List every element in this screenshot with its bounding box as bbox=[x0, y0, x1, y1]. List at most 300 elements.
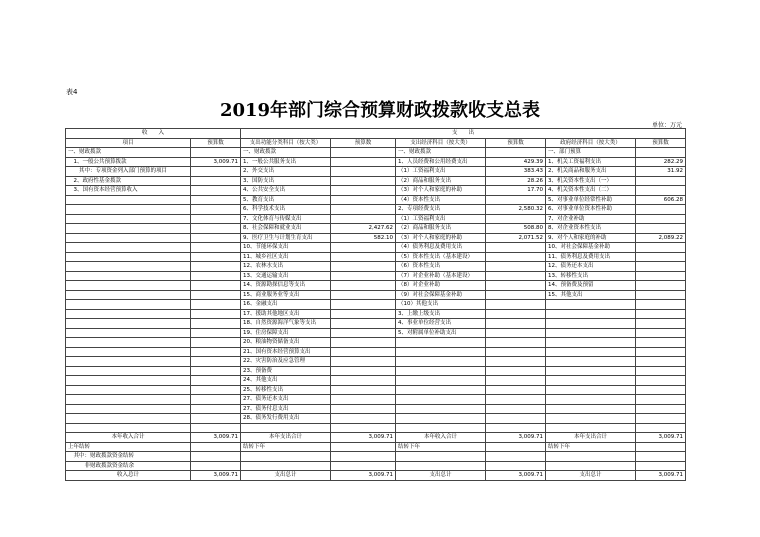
amount-cell bbox=[486, 414, 546, 424]
label-cell: 收入总计 bbox=[66, 471, 191, 481]
amount-cell bbox=[331, 414, 396, 424]
amount-cell bbox=[486, 328, 546, 338]
table-row bbox=[66, 338, 686, 348]
table-number: 表4 bbox=[66, 88, 78, 96]
amount-cell bbox=[331, 442, 396, 452]
table-row bbox=[66, 357, 686, 367]
amount-cell: 31.92 bbox=[636, 167, 686, 177]
label-cell: 23、预备费 bbox=[241, 366, 331, 376]
amount-cell: 28.26 bbox=[486, 176, 546, 186]
label-cell bbox=[546, 328, 636, 338]
table-row bbox=[66, 461, 686, 471]
label-cell bbox=[546, 423, 636, 433]
amount-cell bbox=[191, 404, 241, 414]
label-cell: 非财政拨款资金结余 bbox=[66, 461, 191, 471]
label-cell: 4、公共安全支出 bbox=[241, 186, 331, 196]
amount-cell bbox=[486, 452, 546, 462]
label-cell: 支出总计 bbox=[546, 471, 636, 481]
label-cell: 8、社会保障和就业支出 bbox=[241, 224, 331, 234]
table-row bbox=[66, 423, 686, 433]
label-cell: （10）其他支出 bbox=[396, 300, 486, 310]
amount-cell: 3,009.71 bbox=[486, 471, 546, 481]
label-cell bbox=[66, 309, 191, 319]
label-cell: （1）工资福利支出 bbox=[396, 167, 486, 177]
amount-cell bbox=[486, 347, 546, 357]
label-cell: 18、自然资源海洋气象等支出 bbox=[241, 319, 331, 329]
label-cell: （7）对企业补助（基本建设） bbox=[396, 271, 486, 281]
amount-cell bbox=[331, 186, 396, 196]
label-cell bbox=[241, 423, 331, 433]
label-cell: （4）债务利息及费用支出 bbox=[396, 243, 486, 253]
label-cell: 17、援助其他地区支出 bbox=[241, 309, 331, 319]
label-cell: 27、债务付息支出 bbox=[241, 404, 331, 414]
amount-cell bbox=[331, 262, 396, 272]
header-row-sub bbox=[66, 138, 686, 148]
label-cell bbox=[396, 376, 486, 386]
amount-cell bbox=[486, 300, 546, 310]
amount-cell: 2,071.52 bbox=[486, 233, 546, 243]
label-cell: 支出总计 bbox=[241, 471, 331, 481]
amount-cell bbox=[331, 404, 396, 414]
amount-cell bbox=[191, 366, 241, 376]
income-header: 收 入 bbox=[66, 129, 241, 139]
label-cell bbox=[66, 300, 191, 310]
label-cell bbox=[66, 243, 191, 253]
label-cell: 4、机关资本性支出（二） bbox=[546, 186, 636, 196]
label-cell bbox=[66, 328, 191, 338]
amount-cell bbox=[636, 347, 686, 357]
amount-cell bbox=[191, 176, 241, 186]
amount-cell bbox=[486, 195, 546, 205]
label-cell bbox=[546, 395, 636, 405]
label-cell bbox=[66, 214, 191, 224]
label-cell bbox=[66, 347, 191, 357]
label-cell bbox=[66, 290, 191, 300]
label-cell: 2、机关商品和服务支出 bbox=[546, 167, 636, 177]
table-row bbox=[66, 347, 686, 357]
label-cell bbox=[546, 452, 636, 462]
budget-table bbox=[65, 128, 686, 481]
label-cell: 2、专项经费支出 bbox=[396, 205, 486, 215]
label-cell: （4）资本性支出 bbox=[396, 195, 486, 205]
amount-cell bbox=[191, 452, 241, 462]
table-row bbox=[66, 433, 686, 443]
table-row bbox=[66, 176, 686, 186]
amount-cell bbox=[191, 414, 241, 424]
label-cell: 3、机关资本性支出（一） bbox=[546, 176, 636, 186]
label-cell bbox=[396, 347, 486, 357]
amount-cell bbox=[191, 442, 241, 452]
amount-cell bbox=[486, 423, 546, 433]
amount-cell bbox=[191, 385, 241, 395]
amount-cell bbox=[636, 300, 686, 310]
label-cell: 1、人员经费和公用经费支出 bbox=[396, 157, 486, 167]
label-cell: 一、部门预算 bbox=[546, 148, 636, 158]
amount-cell: 3,009.71 bbox=[331, 471, 396, 481]
amount-cell bbox=[191, 290, 241, 300]
label-cell: 2、政府性基金拨款 bbox=[66, 176, 191, 186]
amount-cell bbox=[191, 195, 241, 205]
amount-cell bbox=[191, 309, 241, 319]
table-row bbox=[66, 290, 686, 300]
table-row bbox=[66, 319, 686, 329]
label-cell bbox=[546, 366, 636, 376]
label-cell: 7、文化体育与传媒支出 bbox=[241, 214, 331, 224]
amount-cell bbox=[636, 452, 686, 462]
amount-cell: 3,009.71 bbox=[486, 433, 546, 443]
label-cell bbox=[66, 376, 191, 386]
table-row bbox=[66, 205, 686, 215]
amount-cell bbox=[191, 423, 241, 433]
amount-cell bbox=[636, 309, 686, 319]
table-row bbox=[66, 395, 686, 405]
amount-cell bbox=[331, 281, 396, 291]
budget-header: 预算数 bbox=[191, 138, 241, 148]
amount-cell bbox=[486, 319, 546, 329]
amount-cell: 2,089.22 bbox=[636, 233, 686, 243]
amount-cell bbox=[191, 148, 241, 158]
label-cell: 11、城乡社区支出 bbox=[241, 252, 331, 262]
amount-cell: 3,009.71 bbox=[331, 433, 396, 443]
label-cell: 5、教育支出 bbox=[241, 195, 331, 205]
amount-cell bbox=[486, 461, 546, 471]
amount-cell: 606.28 bbox=[636, 195, 686, 205]
label-cell: 12、农林水支出 bbox=[241, 262, 331, 272]
amount-cell bbox=[486, 281, 546, 291]
label-cell bbox=[241, 452, 331, 462]
label-cell bbox=[396, 366, 486, 376]
amount-cell bbox=[191, 395, 241, 405]
label-cell: （5）资本性支出（基本建设） bbox=[396, 252, 486, 262]
amount-cell bbox=[191, 319, 241, 329]
label-cell bbox=[396, 423, 486, 433]
amount-cell bbox=[331, 157, 396, 167]
table-row bbox=[66, 376, 686, 386]
amount-cell: 582.10 bbox=[331, 233, 396, 243]
label-cell: 10、对社会保障基金补助 bbox=[546, 243, 636, 253]
amount-cell bbox=[636, 224, 686, 234]
amount-cell bbox=[191, 376, 241, 386]
amount-cell bbox=[191, 271, 241, 281]
label-cell bbox=[66, 404, 191, 414]
amount-cell bbox=[636, 461, 686, 471]
label-cell: （2）商品和服务支出 bbox=[396, 224, 486, 234]
label-cell: （3）对个人和家庭的补助 bbox=[396, 233, 486, 243]
label-cell: 支出总计 bbox=[396, 471, 486, 481]
amount-cell bbox=[331, 461, 396, 471]
label-cell bbox=[66, 262, 191, 272]
amount-cell bbox=[191, 300, 241, 310]
label-cell bbox=[66, 338, 191, 348]
amount-cell bbox=[636, 423, 686, 433]
label-cell: 本年收入合计 bbox=[66, 433, 191, 443]
label-cell: 9、对个人和家庭的补助 bbox=[546, 233, 636, 243]
budget-header: 预算数 bbox=[486, 138, 546, 148]
label-cell: 4、事业单位经营支出 bbox=[396, 319, 486, 329]
amount-cell bbox=[191, 233, 241, 243]
label-cell: 2、外交支出 bbox=[241, 167, 331, 177]
page-title: 2019年部门综合预算财政拨款收支总表 bbox=[219, 100, 541, 121]
amount-cell bbox=[636, 186, 686, 196]
label-cell bbox=[396, 404, 486, 414]
amount-cell: 2,427.62 bbox=[331, 224, 396, 234]
expense-header: 支 出 bbox=[241, 129, 686, 139]
label-cell: 21、国有资本经营预算支出 bbox=[241, 347, 331, 357]
label-cell bbox=[546, 338, 636, 348]
amount-cell bbox=[486, 262, 546, 272]
amount-cell: 3,009.71 bbox=[636, 433, 686, 443]
amount-cell bbox=[636, 395, 686, 405]
amount-cell bbox=[636, 205, 686, 215]
label-cell: 20、粮油物资储备支出 bbox=[241, 338, 331, 348]
label-cell bbox=[66, 224, 191, 234]
table-row bbox=[66, 300, 686, 310]
amount-cell bbox=[636, 252, 686, 262]
amount-cell: 508.80 bbox=[486, 224, 546, 234]
amount-cell bbox=[191, 357, 241, 367]
label-cell bbox=[66, 366, 191, 376]
table-row bbox=[66, 243, 686, 253]
label-cell: 5、对事业单位经常性补助 bbox=[546, 195, 636, 205]
amount-cell bbox=[636, 262, 686, 272]
amount-cell bbox=[331, 167, 396, 177]
amount-cell bbox=[331, 395, 396, 405]
header-row-top bbox=[66, 129, 686, 139]
label-cell: 1、机关工资福利支出 bbox=[546, 157, 636, 167]
amount-cell bbox=[191, 186, 241, 196]
label-cell bbox=[241, 461, 331, 471]
amount-cell bbox=[636, 281, 686, 291]
amount-cell bbox=[636, 376, 686, 386]
label-cell bbox=[396, 461, 486, 471]
label-cell: （2）商品和服务支出 bbox=[396, 176, 486, 186]
amount-cell bbox=[331, 214, 396, 224]
amount-cell bbox=[191, 262, 241, 272]
table-row bbox=[66, 414, 686, 424]
label-cell bbox=[66, 423, 191, 433]
econ-class-header: 支出经济科目（按大类） bbox=[396, 138, 486, 148]
label-cell: 19、住房保障支出 bbox=[241, 328, 331, 338]
label-cell: （6）资本性支出 bbox=[396, 262, 486, 272]
amount-cell bbox=[331, 176, 396, 186]
table-row bbox=[66, 471, 686, 481]
amount-cell bbox=[636, 243, 686, 253]
label-cell: 3、国有资本经营预算收入 bbox=[66, 186, 191, 196]
label-cell: 15、商业服务业等支出 bbox=[241, 290, 331, 300]
amount-cell bbox=[486, 376, 546, 386]
gov-econ-class-header: 政府经济科目（按大类） bbox=[546, 138, 636, 148]
table-row bbox=[66, 442, 686, 452]
amount-cell bbox=[191, 338, 241, 348]
amount-cell bbox=[486, 290, 546, 300]
label-cell: 28、债务发行费用支出 bbox=[241, 414, 331, 424]
table-row bbox=[66, 281, 686, 291]
label-cell bbox=[546, 376, 636, 386]
label-cell: 7、对企业补助 bbox=[546, 214, 636, 224]
label-cell: 一、财政拨款 bbox=[241, 148, 331, 158]
table-row bbox=[66, 385, 686, 395]
label-cell bbox=[66, 281, 191, 291]
label-cell bbox=[66, 395, 191, 405]
amount-cell bbox=[636, 271, 686, 281]
amount-cell bbox=[331, 148, 396, 158]
amount-cell bbox=[331, 271, 396, 281]
amount-cell bbox=[486, 271, 546, 281]
amount-cell bbox=[191, 205, 241, 215]
amount-cell bbox=[636, 385, 686, 395]
label-cell: 一、财政拨款 bbox=[396, 148, 486, 158]
amount-cell bbox=[331, 252, 396, 262]
amount-cell bbox=[636, 328, 686, 338]
label-cell: 上年结转 bbox=[66, 442, 191, 452]
amount-cell bbox=[636, 414, 686, 424]
label-cell: 一、财政拨款 bbox=[66, 148, 191, 158]
amount-cell bbox=[636, 442, 686, 452]
label-cell bbox=[66, 385, 191, 395]
label-cell: 15、其他支出 bbox=[546, 290, 636, 300]
label-cell: 本年支出合计 bbox=[546, 433, 636, 443]
label-cell: 22、灾害防治及应急管理 bbox=[241, 357, 331, 367]
amount-cell bbox=[331, 290, 396, 300]
amount-cell bbox=[331, 328, 396, 338]
label-cell bbox=[66, 414, 191, 424]
table-row bbox=[66, 452, 686, 462]
amount-cell: 282.29 bbox=[636, 157, 686, 167]
amount-cell bbox=[636, 319, 686, 329]
amount-cell bbox=[191, 224, 241, 234]
label-cell: 1、一般公共预算拨款 bbox=[66, 157, 191, 167]
label-cell bbox=[546, 309, 636, 319]
table-row bbox=[66, 309, 686, 319]
label-cell bbox=[396, 357, 486, 367]
label-cell: 结转下年 bbox=[241, 442, 331, 452]
label-cell bbox=[546, 357, 636, 367]
label-cell: 27、债务还本支出 bbox=[241, 395, 331, 405]
amount-cell bbox=[636, 357, 686, 367]
budget-header: 预算数 bbox=[331, 138, 396, 148]
label-cell bbox=[396, 338, 486, 348]
label-cell bbox=[66, 233, 191, 243]
amount-cell bbox=[486, 442, 546, 452]
amount-cell: 3,009.71 bbox=[636, 471, 686, 481]
amount-cell bbox=[191, 252, 241, 262]
label-cell: 16、金融支出 bbox=[241, 300, 331, 310]
amount-cell bbox=[331, 385, 396, 395]
amount-cell bbox=[486, 404, 546, 414]
table-row bbox=[66, 262, 686, 272]
label-cell bbox=[396, 385, 486, 395]
label-cell bbox=[546, 461, 636, 471]
amount-cell bbox=[191, 214, 241, 224]
label-cell bbox=[66, 271, 191, 281]
label-cell bbox=[546, 319, 636, 329]
table-row bbox=[66, 148, 686, 158]
amount-cell bbox=[486, 214, 546, 224]
label-cell: （1）工资福利支出 bbox=[396, 214, 486, 224]
amount-cell bbox=[331, 309, 396, 319]
table-row bbox=[66, 271, 686, 281]
label-cell: 8、对企业资本性支出 bbox=[546, 224, 636, 234]
label-cell: 本年收入合计 bbox=[396, 433, 486, 443]
table-row bbox=[66, 252, 686, 262]
amount-cell bbox=[191, 461, 241, 471]
amount-cell bbox=[331, 338, 396, 348]
budget-header: 预算数 bbox=[636, 138, 686, 148]
label-cell bbox=[546, 300, 636, 310]
label-cell bbox=[66, 252, 191, 262]
label-cell: 其中：财政拨款资金结转 bbox=[66, 452, 191, 462]
amount-cell: 429.39 bbox=[486, 157, 546, 167]
amount-cell bbox=[486, 309, 546, 319]
label-cell bbox=[546, 385, 636, 395]
amount-cell bbox=[331, 357, 396, 367]
table-row bbox=[66, 404, 686, 414]
table-row bbox=[66, 186, 686, 196]
amount-cell bbox=[636, 366, 686, 376]
table-row bbox=[66, 233, 686, 243]
label-cell bbox=[396, 414, 486, 424]
amount-cell bbox=[331, 319, 396, 329]
label-cell: 结转下年 bbox=[546, 442, 636, 452]
label-cell: 14、资源勘探信息等支出 bbox=[241, 281, 331, 291]
label-cell: 本年支出合计 bbox=[241, 433, 331, 443]
amount-cell bbox=[636, 214, 686, 224]
amount-cell bbox=[331, 195, 396, 205]
amount-cell bbox=[331, 300, 396, 310]
amount-cell: 3,009.71 bbox=[191, 471, 241, 481]
label-cell: 其中：专项资金列入部门预算的项目 bbox=[66, 167, 191, 177]
table-row bbox=[66, 366, 686, 376]
amount-cell bbox=[331, 376, 396, 386]
amount-cell bbox=[636, 338, 686, 348]
amount-cell bbox=[191, 167, 241, 177]
amount-cell bbox=[191, 243, 241, 253]
label-cell: 11、债务利息及费用支出 bbox=[546, 252, 636, 262]
label-cell: 24、其他支出 bbox=[241, 376, 331, 386]
label-cell bbox=[546, 404, 636, 414]
label-cell: 9、医疗卫生与计划生育支出 bbox=[241, 233, 331, 243]
label-cell: 6、科学技术支出 bbox=[241, 205, 331, 215]
amount-cell bbox=[191, 347, 241, 357]
table-row bbox=[66, 157, 686, 167]
label-cell: 3、国防支出 bbox=[241, 176, 331, 186]
amount-cell bbox=[486, 395, 546, 405]
amount-cell bbox=[331, 347, 396, 357]
table-row bbox=[66, 195, 686, 205]
label-cell bbox=[546, 347, 636, 357]
label-cell: （8）对企业补助 bbox=[396, 281, 486, 291]
amount-cell bbox=[331, 423, 396, 433]
label-cell: 3、上缴上级支出 bbox=[396, 309, 486, 319]
amount-cell bbox=[636, 404, 686, 414]
table-row bbox=[66, 214, 686, 224]
label-cell bbox=[66, 357, 191, 367]
amount-cell bbox=[486, 366, 546, 376]
amount-cell bbox=[486, 338, 546, 348]
unit-label: 单位：万元 bbox=[651, 122, 682, 129]
amount-cell bbox=[486, 357, 546, 367]
amount-cell bbox=[486, 252, 546, 262]
label-cell: 10、节能环保支出 bbox=[241, 243, 331, 253]
label-cell bbox=[66, 319, 191, 329]
label-cell: 5、对附属单位补助支出 bbox=[396, 328, 486, 338]
amount-cell bbox=[191, 328, 241, 338]
table-row bbox=[66, 167, 686, 177]
table-row bbox=[66, 328, 686, 338]
amount-cell bbox=[636, 290, 686, 300]
label-cell: 结转下年 bbox=[396, 442, 486, 452]
amount-cell bbox=[331, 205, 396, 215]
